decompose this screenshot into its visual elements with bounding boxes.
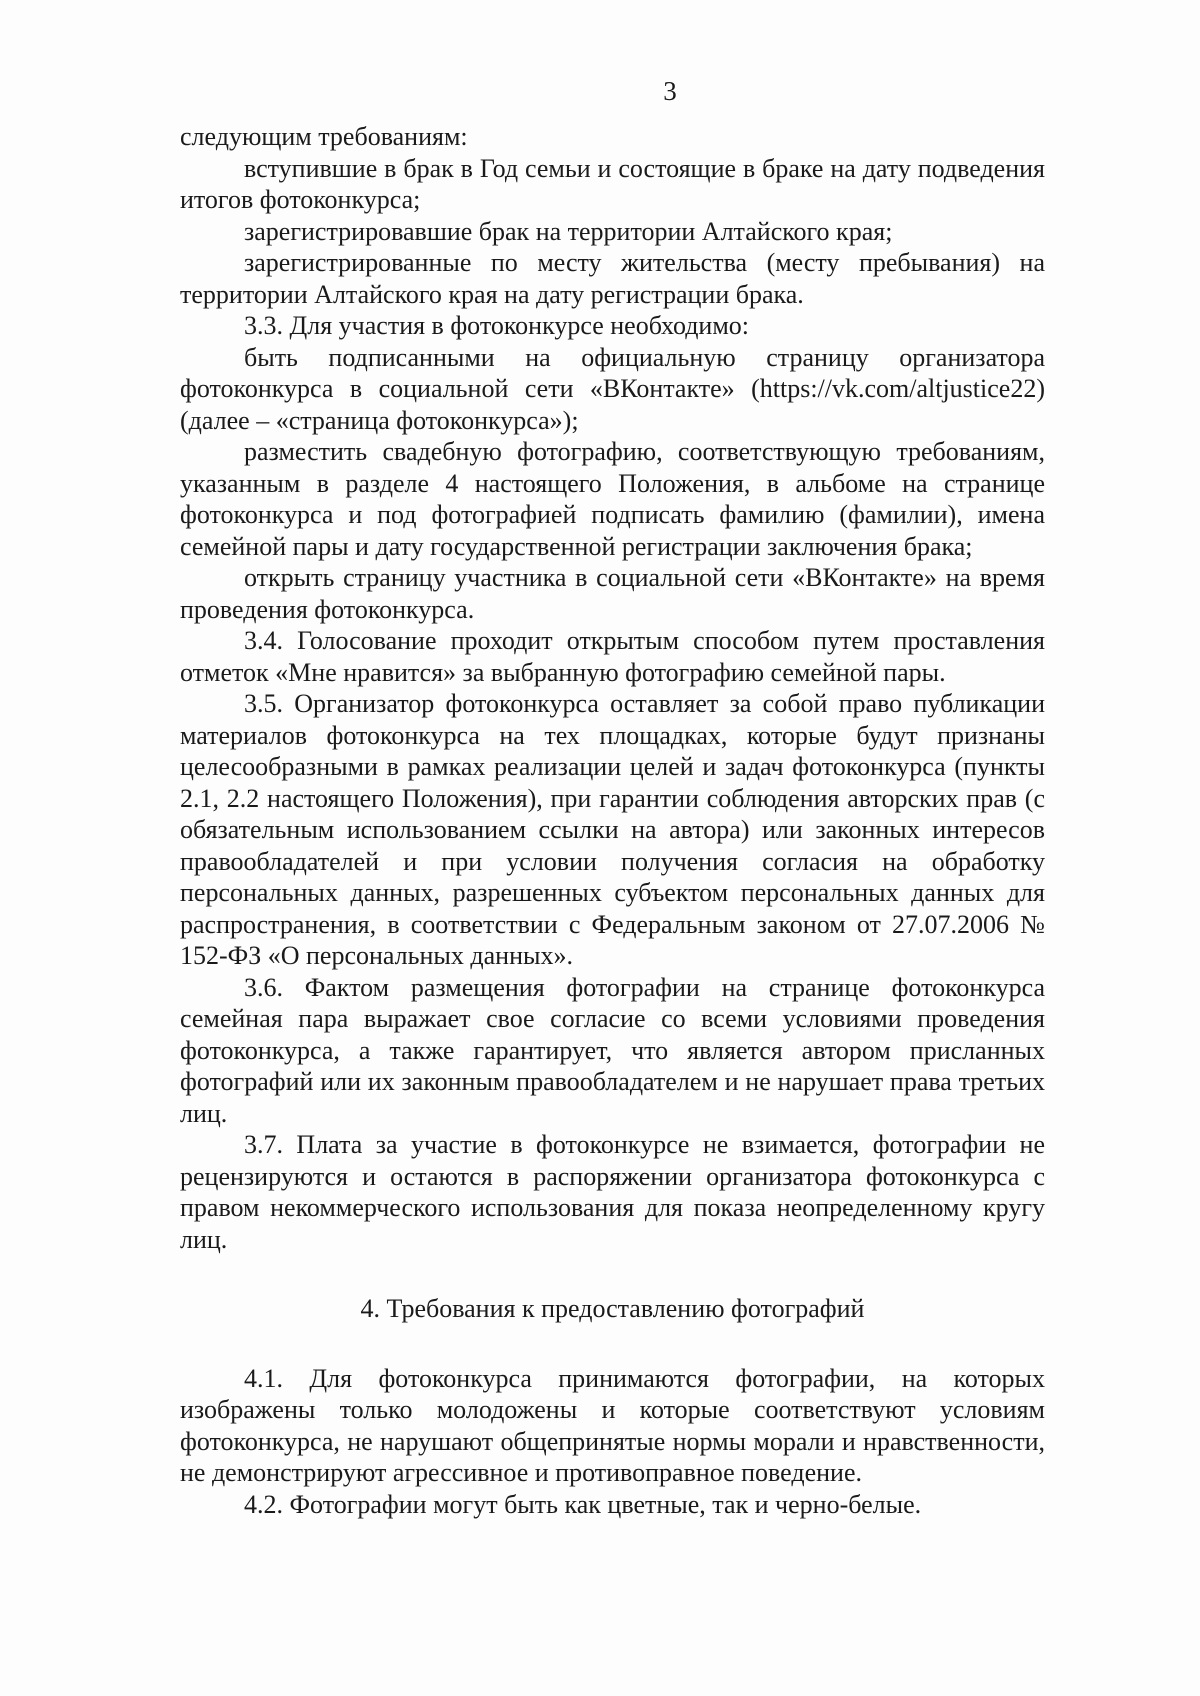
paragraph-post-photo: разместить свадебную фотографию, соответствующую требованиям, указанным в разделе 4 настоящего Положения, в альбоме на странице фотоконкурса и под фотографией подписать фамилию (фамилии), имена семейной пары и дату государственной регистрации заключения брака; <box>180 437 1045 561</box>
section-heading: 4. Требования к предоставлению фотографий <box>360 1294 865 1323</box>
paragraph-3-5: 3.5. Организатор фотоконкурса оставляет за собой право публикации материалов фотоконкурса на тех площадках, которые будут признаны целесообразными в рамках реализации целей и задач фотоконкурса (пункты 2.1, 2.2 настоящего Положения), при гарантии соблюдения авторских прав (с обязательным использованием ссылки на автора) или законных интересов правообладателей и при условии получения согласия на обработку персональных данных, разрешенных субъектом персональных данных для распространения, в соответствии с Федеральным законом от 27.07.2006 № 152-ФЗ «О персональных данных». <box>180 689 1045 970</box>
paragraph-requirement-registered: зарегистрировавшие брак на территории Алтайского края; <box>244 216 893 246</box>
paragraph-requirement-residence: зарегистрированные по месту жительства (месту пребывания) на территории Алтайского края на дату регистрации брака. <box>180 248 1045 309</box>
paragraph-open-page: открыть страницу участника в социальной сети «ВКонтакте» на время проведения фотоконкурса. <box>180 563 1045 624</box>
paragraph-4-1: 4.1. Для фотоконкурса принимаются фотографии, на которых изображены только молодожены и которые соответствуют условиям фотоконкурса, не нарушают общепринятые нормы морали и нравственности, не демонстрируют агрессивное и противоправное поведение. <box>180 1363 1045 1487</box>
paragraph-subscribe: быть подписанными на официальную страницу организатора фотоконкурса в социальной сети «ВКонтакте» (https://vk.com/altjustice22) (далее – «страница фотоконкурса»); <box>180 342 1045 435</box>
document-body <box>180 121 1045 1520</box>
paragraph-continuation: следующим требованиям: <box>180 122 468 151</box>
paragraph-3-7: 3.7. Плата за участие в фотоконкурсе не взимается, фотографии не рецензируются и остаются в распоряжении организатора фотоконкурса с правом некоммерческого использования для показа неопределенному кругу лиц. <box>180 1130 1045 1254</box>
paragraph-4-2: 4.2. Фотографии могут быть как цветные, так и черно-белые. <box>244 1489 922 1519</box>
page-number: 3 <box>663 76 677 106</box>
paragraph-3-6: 3.6. Фактом размещения фотографии на странице фотоконкурса семейная пара выражает свое согласие со всеми условиями проведения фотоконкурса, а также гарантирует, что является автором присланных фотографий или их законным правообладателем и не нарушает права третьих лиц. <box>180 972 1045 1128</box>
paragraph-3-4: 3.4. Голосование проходит открытым способом путем проставления отметок «Мне нравится» за выбранную фотографию семейной пары. <box>180 626 1045 687</box>
paragraph-3-3: 3.3. Для участия в фотоконкурсе необходимо: <box>244 311 750 340</box>
paragraph-requirement-married: вступившие в брак в Год семьи и состоящие в браке на дату подведения итогов фотоконкурса; <box>180 153 1045 214</box>
